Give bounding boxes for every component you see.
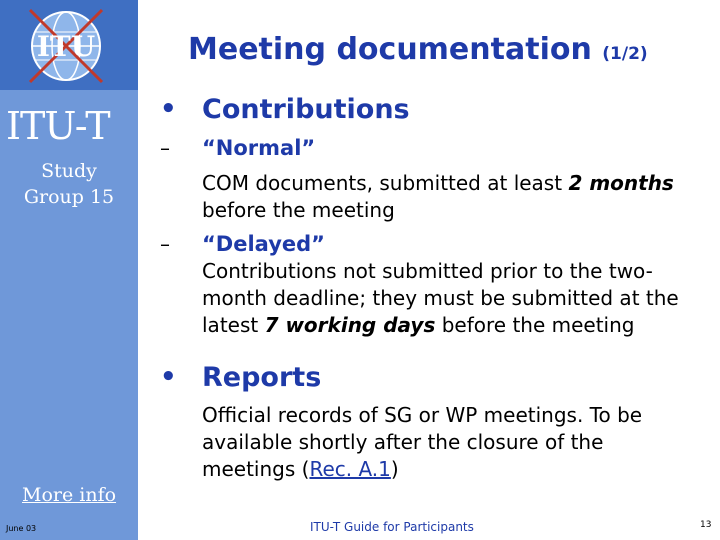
reports-desc-line3 bbox=[202, 456, 716, 483]
page-title bbox=[188, 32, 648, 67]
study-group-line1: Study bbox=[41, 160, 97, 182]
reports-desc-post: ) bbox=[390, 457, 399, 481]
org-name: ITU-T bbox=[6, 104, 110, 148]
page-number: 13 bbox=[700, 520, 712, 530]
reports-desc-line1: Official records of SG or WP meetings. To be bbox=[202, 403, 643, 427]
more-info-link[interactable]: More info bbox=[22, 484, 117, 506]
normal-desc-emphasis: 2 months bbox=[568, 171, 674, 195]
rec-a1-link[interactable]: Rec. A.1 bbox=[309, 457, 391, 481]
normal-heading: “Normal” bbox=[202, 136, 316, 160]
sidebar bbox=[0, 0, 138, 540]
title-part: (1/2) bbox=[602, 44, 648, 64]
reports-description bbox=[202, 402, 716, 483]
contributions-heading: Contributions bbox=[202, 94, 410, 125]
reports-heading: Reports bbox=[202, 362, 322, 393]
normal-description bbox=[202, 170, 716, 224]
logo-area bbox=[0, 0, 138, 90]
study-group-line2: Group 15 bbox=[23, 186, 115, 208]
delayed-dash: – bbox=[160, 232, 170, 256]
delayed-desc-line1: Contributions not submitted prior to the two- bbox=[202, 259, 653, 283]
normal-desc-line1 bbox=[202, 170, 716, 197]
footer-title: ITU-T Guide for Participants bbox=[310, 520, 474, 534]
delayed-desc-post: before the meeting bbox=[435, 313, 635, 337]
contributions-bullet: • bbox=[160, 94, 177, 124]
normal-dash: – bbox=[160, 136, 170, 160]
delayed-heading: “Delayed” bbox=[202, 232, 325, 256]
delayed-description bbox=[202, 258, 716, 339]
normal-desc-pre: COM documents, submitted at least bbox=[202, 171, 569, 195]
reports-desc-line2: available shortly after the closure of the bbox=[202, 430, 604, 454]
delayed-desc-line3 bbox=[202, 312, 716, 339]
normal-desc-line2: before the meeting bbox=[202, 198, 395, 222]
reports-bullet: • bbox=[160, 362, 177, 392]
delayed-desc-emphasis: 7 working days bbox=[264, 313, 436, 337]
delayed-desc-line2: month deadline; they must be submitted at the bbox=[202, 286, 679, 310]
reports-desc-pre: meetings ( bbox=[202, 457, 310, 481]
logo-text: ITU bbox=[36, 30, 96, 63]
footer-date: June 03 bbox=[6, 524, 37, 533]
itu-logo-icon bbox=[24, 4, 108, 88]
title-main: Meeting documentation bbox=[188, 32, 592, 67]
delayed-desc-pre: latest bbox=[202, 313, 265, 337]
study-group bbox=[0, 158, 138, 210]
